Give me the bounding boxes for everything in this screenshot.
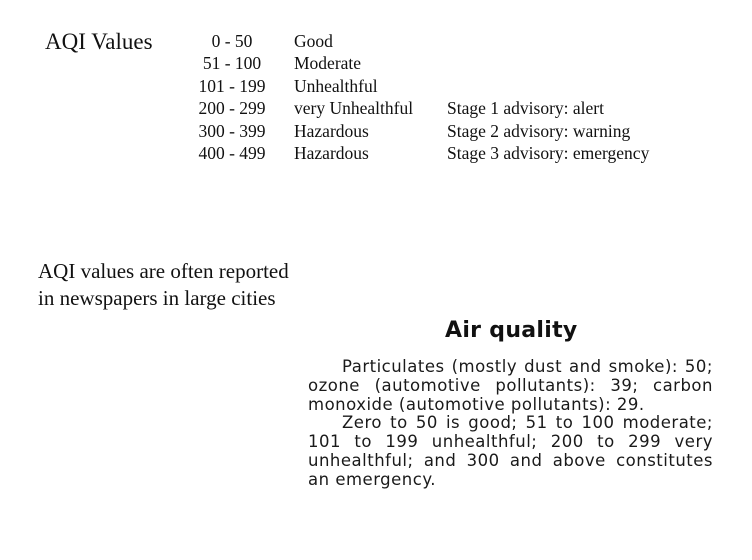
aqi-range: 101 - 199 <box>198 75 266 96</box>
aqi-range: 300 - 399 <box>198 120 266 141</box>
newspaper-caption <box>38 258 289 312</box>
aqi-advisory: Stage 3 advisory: emergency <box>447 142 650 163</box>
aqi-category: Hazardous <box>294 142 369 163</box>
clipping-paragraph: Particulates (mostly dust and smoke): 50; ozone (automotive pollutants): 39; carbon monoxide (automotive pollutants): 29. <box>308 357 713 414</box>
newspaper-clipping <box>308 318 716 518</box>
aqi-category: Unhealthful <box>294 75 378 96</box>
aqi-values-heading: AQI Values <box>45 29 153 54</box>
aqi-range: 51 - 100 <box>202 53 262 74</box>
caption-line: in newspapers in large cities <box>38 286 276 310</box>
aqi-category: Good <box>294 31 333 51</box>
clipping-title: Air quality <box>445 318 578 343</box>
aqi-advisory: Stage 1 advisory: alert <box>447 98 604 119</box>
aqi-range: 200 - 299 <box>198 98 266 119</box>
caption-line: AQI values are often reported <box>38 259 289 283</box>
aqi-range: 0 - 50 <box>211 31 253 51</box>
aqi-advisory: Stage 2 advisory: warning <box>447 120 631 141</box>
aqi-range: 400 - 499 <box>198 142 266 163</box>
clipping-paragraph: Zero to 50 is good; 51 to 100 moderate; 101 to 199 unhealthful; 200 to 299 very unhealthful; and 300 and above constitutes an emergency. <box>308 413 713 489</box>
aqi-category: Moderate <box>294 53 362 74</box>
aqi-category: Hazardous <box>294 120 369 141</box>
clipping-body <box>308 358 713 490</box>
aqi-category: very Unhealthful <box>294 98 414 119</box>
